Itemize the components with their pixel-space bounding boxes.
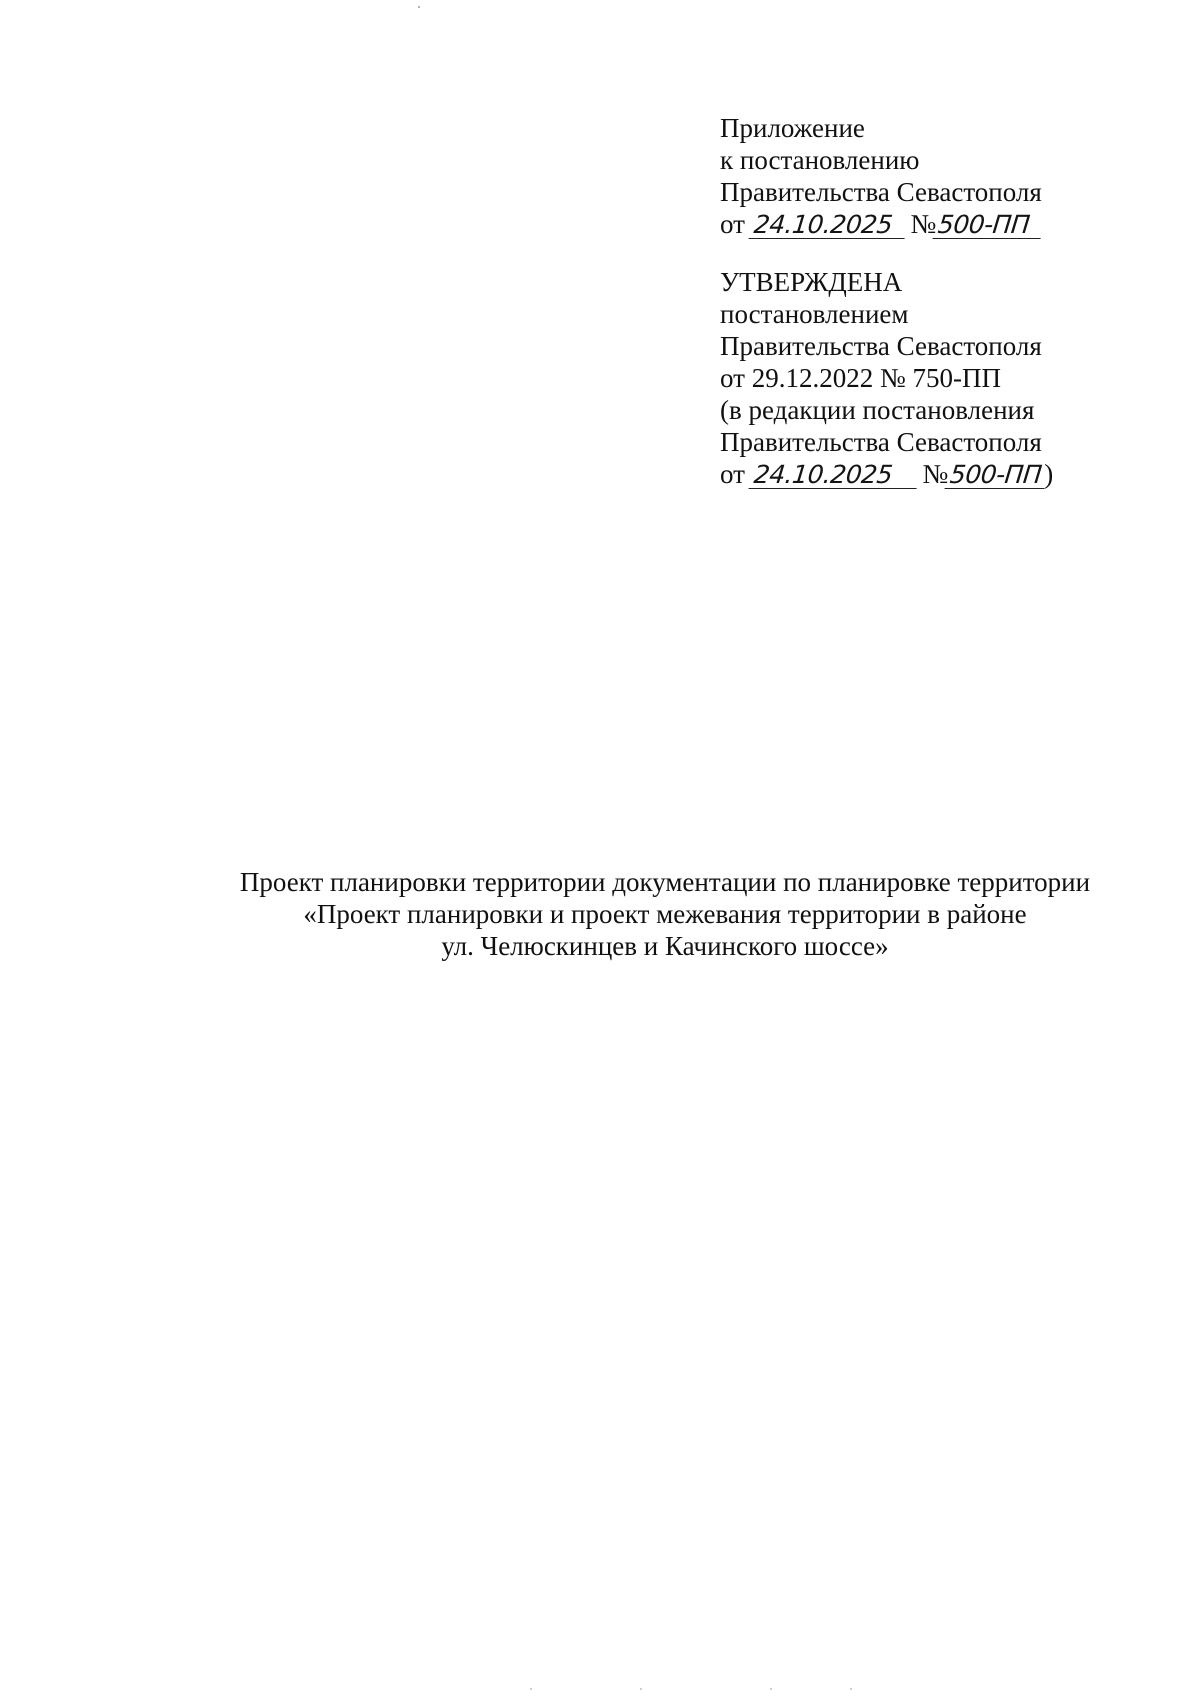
approved-original-date: от 29.12.2022 № 750-ПП bbox=[720, 363, 1001, 393]
scan-speck bbox=[418, 6, 420, 8]
scan-footer-marks bbox=[520, 1688, 880, 1692]
appendix-date-prefix: от bbox=[720, 209, 745, 239]
appendix-date-line bbox=[720, 208, 1080, 240]
document-title bbox=[200, 866, 1130, 962]
approved-handwritten-number: 500-ПП bbox=[947, 459, 1046, 491]
approved-government: Правительства Севастополя bbox=[720, 331, 1042, 361]
approved-number-sign: № bbox=[922, 459, 949, 489]
approved-edition-government: Правительства Севастополя bbox=[720, 427, 1042, 457]
approved-closing-paren: ) bbox=[1044, 459, 1054, 489]
approved-date-prefix: от bbox=[720, 459, 745, 489]
approved-heading: УТВЕРЖДЕНА bbox=[720, 267, 903, 297]
title-line-2: «Проект планировки и проект межевания территории в районе bbox=[303, 899, 1027, 929]
appendix-handwritten-date: 24.10.2025 bbox=[750, 209, 905, 241]
title-line-1: Проект планировки территории документации по планировке территории bbox=[239, 867, 1091, 897]
appendix-to-resolution: к постановлению bbox=[720, 145, 920, 175]
appendix-label: Приложение bbox=[720, 113, 865, 143]
appendix-handwritten-number: 500-ПП bbox=[935, 209, 1042, 241]
appendix-number-sign: № bbox=[910, 209, 937, 239]
appendix-government: Правительства Севастополя bbox=[720, 177, 1042, 207]
approval-block bbox=[720, 112, 1080, 490]
approved-handwritten-date: 24.10.2025 bbox=[750, 459, 917, 491]
title-line-3: ул. Челюскинцев и Качинского шоссе» bbox=[441, 931, 889, 961]
approved-by-resolution: постановлением bbox=[720, 299, 909, 329]
approved-date-line bbox=[720, 458, 1080, 490]
approved-edition-note: (в редакции постановления bbox=[720, 395, 1035, 425]
